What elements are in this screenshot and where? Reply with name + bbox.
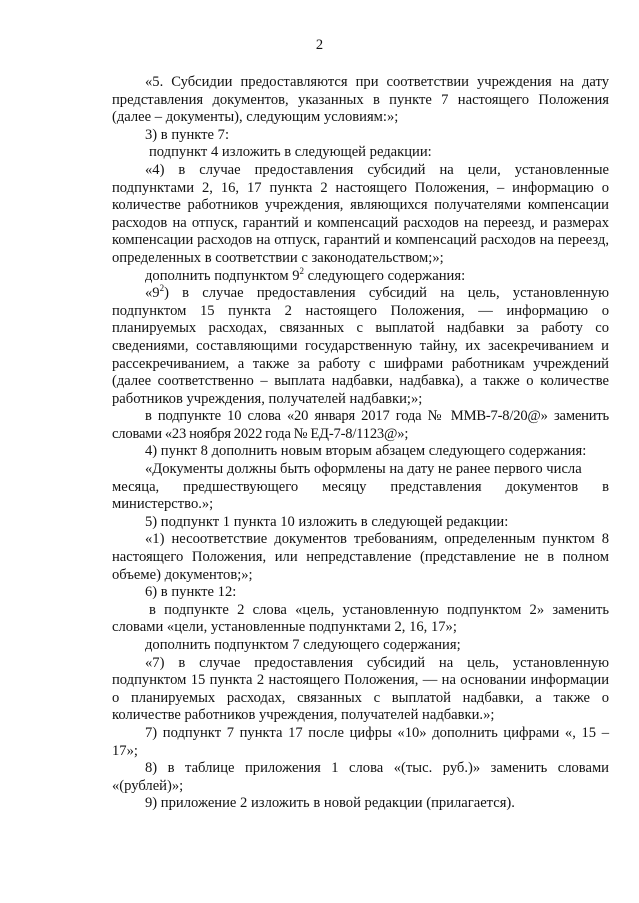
- paragraph-3: подпункт 4 изложить в следующей редакции:: [149, 144, 432, 161]
- paragraph-5: [112, 265, 609, 286]
- paragraph-15: «7) в случае предоставления субсидий на цель, установленную подпунктом 15 пункта 2 настоящего Положения, — на основании информации о планируемых расходах, связанных с выплатой надбавки, а также о количестве работников учреждения, получателей надбавки.»;: [112, 654, 609, 724]
- paragraph-4: «4) в случае предоставления субсидий на цели, установленные подпунктами 2, 16, 17 пункта 2 настоящего Положения, – информацию о количестве работников учреждения, являющихся получателями компенсации расходов на отпуск, гарантий и компенсаций расходов на переезд, и размерах компенсации расходов на отпуск, гарантий и компенсаций расходов на переезд, определенных в соответствии с законодательством;»;: [112, 161, 609, 266]
- paragraph-5-rest: следующего содержания:: [304, 267, 466, 284]
- paragraph-13: в подпункте 2 слова «цель, установленную подпунктом 2» заменить словами «цели, установленные подпунктами 2, 16, 17»;: [112, 601, 609, 636]
- paragraph-8: 4) пункт 8 дополнить новым вторым абзацем следующего содержания:: [145, 443, 587, 460]
- paragraph-9-line-2: [112, 479, 609, 497]
- paragraph-2: 3) в пункте 7:: [145, 126, 230, 143]
- paragraph-18: 9) приложение 2 изложить в новой редакции (прилагается).: [145, 795, 515, 812]
- document-body: [112, 74, 609, 813]
- paragraph-9: «Документы должны быть оформлены на дату не ранее первого числа: [145, 461, 582, 478]
- paragraph-14: дополнить подпунктом 7 следующего содержания;: [145, 637, 461, 653]
- paragraph-17: 8) в таблице приложения 1 слова «(тыс. руб.)» заменить словами «(рублей)»;: [112, 760, 609, 794]
- paragraph-10: 5) подпункт 1 пункта 10 изложить в следующей редакции:: [145, 513, 509, 530]
- paragraph-6-start: «9: [145, 285, 160, 302]
- word-4: представления: [390, 478, 482, 495]
- word-6: в: [602, 478, 609, 495]
- word-5: документов: [505, 478, 579, 495]
- page-number: 2: [315, 37, 324, 53]
- word-3: месяцу: [322, 478, 367, 495]
- paragraph-5-superscript: 2: [299, 265, 305, 276]
- paragraph-9-line-3: министерство.»;: [112, 496, 214, 513]
- word-2: предшествующего: [183, 478, 299, 495]
- paragraph-6-rest: ) в случае предоставления субсидий на цель, установленную подпунктом 15 пункта 2 настоящего Положения, — информацию о планируемых расходах, связанных с выплатой надбавки за работу со сведениями, составляющими государственную тайну, их засекречиванием и рассекречиванием, а также за работу с шифрами работникам учреждений (далее соответственно – выплата надбавки, надбавка), а также о количестве работников учреждения, получателей надбавки;»;: [112, 285, 609, 407]
- paragraph-5-text: дополнить подпунктом 9: [145, 267, 300, 284]
- paragraph-6-superscript: 2: [159, 283, 165, 294]
- paragraph-16: 7) подпункт 7 пункта 17 после цифры «10» дополнить цифрами «, 15 – 17»;: [112, 724, 609, 759]
- paragraph-11: «1) несоответствие документов требованиям, определенным пунктом 8 настоящего Положения, или непредставление (представление не в полном объеме) документов;»;: [112, 531, 609, 583]
- paragraph-7: в подпункте 10 слова «20 января 2017 года № ММВ-7-8/20@» заменить словами «23 ноября 2022 года № ЕД-7-8/1123@»;: [112, 408, 609, 442]
- word-1: месяца,: [112, 478, 160, 495]
- paragraph-12: 6) в пункте 12:: [145, 584, 237, 601]
- paragraph-1: «5. Субсидии предоставляются при соответствии учреждения на дату представления документов, указанных в пункте 7 настоящего Положения (далее – документы), следующим условиям:»;: [112, 74, 609, 126]
- paragraph-6: [112, 285, 609, 408]
